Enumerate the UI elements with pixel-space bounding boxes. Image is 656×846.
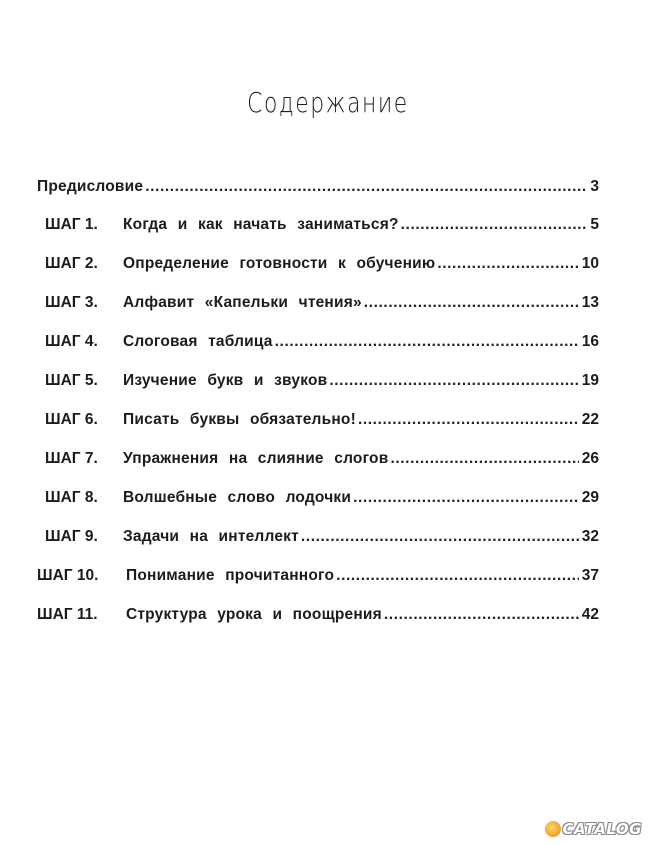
toc-page-number: 10 [581, 255, 599, 272]
toc-page-number: 22 [581, 411, 599, 428]
toc-step-number: ШАГ 6. [45, 411, 98, 428]
watermark-text: CATALOG [562, 820, 642, 838]
catalog-watermark-logo [545, 820, 642, 838]
dot-leader [336, 567, 579, 585]
toc-entry-label: Задачи на интеллект [123, 528, 299, 545]
toc-step-number: ШАГ 10. [37, 567, 99, 584]
toc-entry-label: Изучение букв и звуков [123, 372, 328, 389]
toc-page-number: 16 [581, 333, 599, 350]
toc-entry-step-11 [37, 606, 599, 624]
toc-entry-step-3 [45, 294, 599, 312]
page-title: Содержание [247, 86, 409, 119]
toc-page-number: 13 [581, 294, 599, 311]
toc-step-number: ШАГ 4. [45, 333, 98, 350]
toc-step-number: ШАГ 8. [45, 489, 98, 506]
toc-entry-step-2 [45, 255, 599, 273]
toc-entry-step-4 [45, 333, 599, 351]
toc-page-number: 26 [581, 450, 599, 467]
toc-step-number: ШАГ 11. [37, 606, 98, 623]
toc-entry-label: Предисловие [37, 178, 144, 195]
dot-leader [437, 255, 578, 273]
toc-entry-label: Алфавит «Капельки чтения» [123, 294, 362, 311]
toc-entry-label: Волшебные слово лодочки [123, 489, 352, 506]
dot-leader [358, 411, 579, 429]
dot-leader [275, 333, 579, 351]
dot-leader [145, 178, 586, 196]
toc-entry-step-10 [37, 567, 599, 585]
dot-leader [390, 450, 578, 468]
dot-leader [301, 528, 579, 546]
toc-entry-preface [37, 178, 599, 196]
toc-step-number: ШАГ 9. [45, 528, 98, 545]
toc-page-number: 3 [590, 178, 599, 195]
toc-entry-step-6 [45, 411, 599, 429]
toc-entry-label: Слоговая таблица [123, 333, 273, 350]
dot-leader [364, 294, 579, 312]
toc-entry-step-1 [45, 216, 599, 234]
toc-entry-label: Определение готовности к обучению [123, 255, 436, 272]
toc-entry-label: Структура урока и поощрения [126, 606, 382, 623]
toc-entry-step-7 [45, 450, 599, 468]
droplet-icon [545, 821, 561, 837]
toc-entry-step-8 [45, 489, 599, 507]
toc-entry-label: Когда и как начать заниматься? [123, 216, 399, 233]
toc-step-number: ШАГ 5. [45, 372, 98, 389]
dot-leader [401, 216, 586, 234]
toc-step-number: ШАГ 2. [45, 255, 98, 272]
toc-step-number: ШАГ 1. [45, 216, 98, 233]
toc-step-number: ШАГ 3. [45, 294, 98, 311]
toc-entry-label: Писать буквы обязательно! [123, 411, 356, 428]
dot-leader [384, 606, 579, 624]
toc-page-number: 5 [590, 216, 599, 233]
toc-page-number: 37 [581, 567, 599, 584]
toc-entry-label: Понимание прочитанного [126, 567, 335, 584]
toc-page-number: 29 [581, 489, 599, 506]
dot-leader [329, 372, 578, 390]
dot-leader [353, 489, 579, 507]
toc-page-number: 32 [581, 528, 599, 545]
toc-entry-step-5 [45, 372, 599, 390]
toc-entry-step-9 [45, 528, 599, 546]
toc-entry-label: Упражнения на слияние слогов [123, 450, 389, 467]
toc-step-number: ШАГ 7. [45, 450, 98, 467]
toc-page-number: 19 [581, 372, 599, 389]
toc-page-number: 42 [581, 606, 599, 623]
